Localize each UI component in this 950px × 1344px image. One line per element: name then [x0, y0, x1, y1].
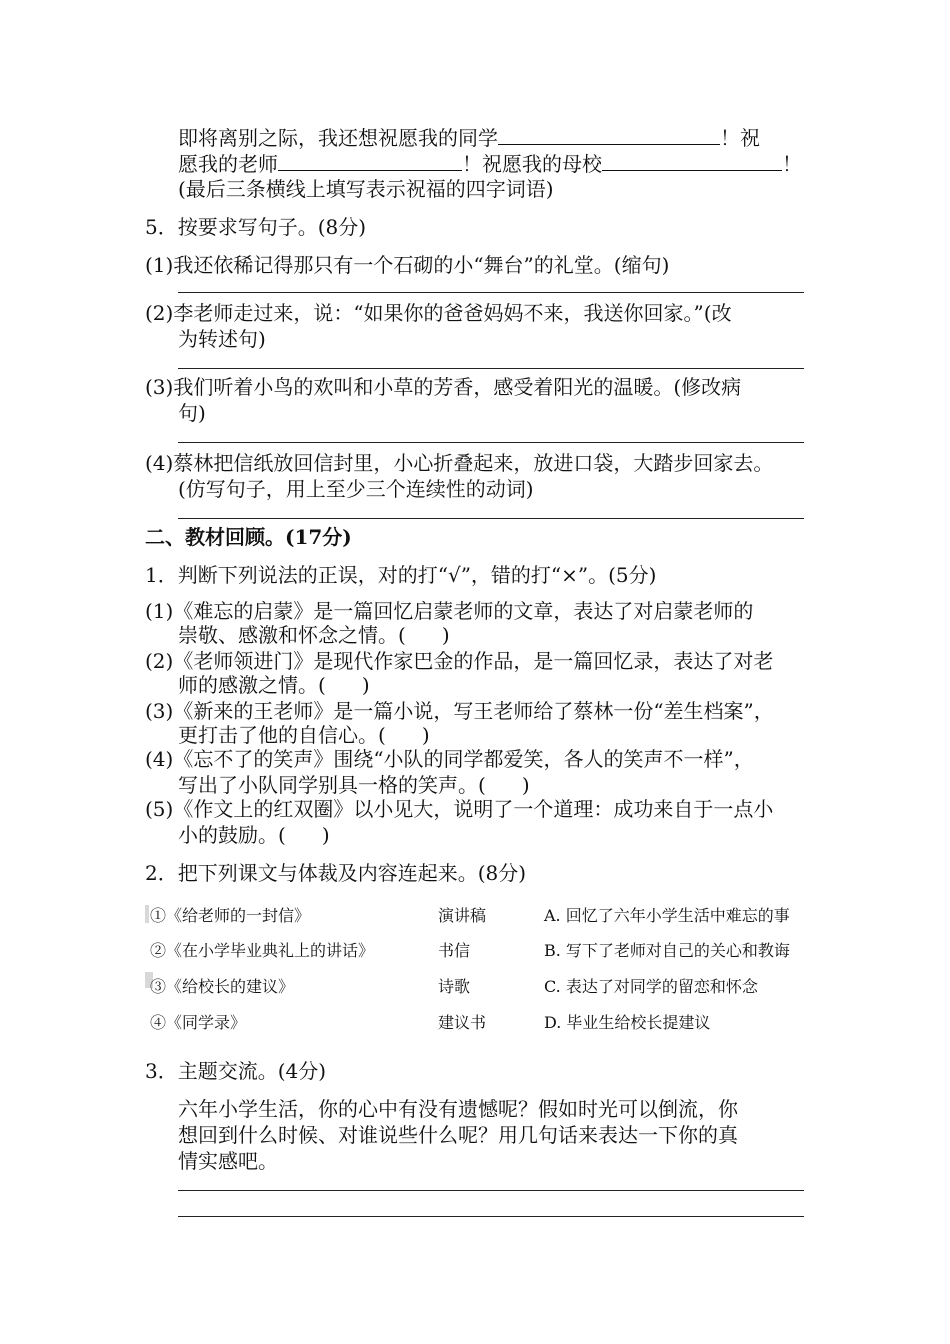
- q1-title: 1．判断下列说法的正误，对的打“√”，错的打“×”。(5分): [145, 563, 657, 587]
- q3-prompt-line-3: 情实感吧。: [178, 1149, 278, 1173]
- scan-artifact: [145, 905, 149, 923]
- q1-item-2-text: 师的感激之情。(: [178, 673, 326, 697]
- intro-text-1b: ！祝: [720, 126, 760, 150]
- q1-item-1-line1: (1)《难忘的启蒙》是一篇回忆启蒙老师的文章，表达了对启蒙老师的: [145, 599, 754, 623]
- blank-teacher-wish[interactable]: [278, 150, 462, 171]
- q5-item-4-line2: (仿写句子，用上至少三个连续性的动词): [178, 477, 534, 501]
- q5-title: 5．按要求写句子。(8分): [145, 215, 367, 239]
- q2-row-1-genre[interactable]: 演讲稿: [438, 906, 487, 925]
- q1-item-2-line1: (2)《老师领进门》是现代作家巴金的作品，是一篇回忆录，表达了对老: [145, 649, 774, 673]
- q5-answer-line-4[interactable]: [178, 518, 804, 519]
- q3-prompt-line-2: 想回到什么时候、对谁说些什么呢？用几句话来表达一下你的真: [178, 1123, 738, 1147]
- q2-row-4-text[interactable]: ④《同学录》: [150, 1013, 247, 1032]
- section-2-title: 二、教材回顾。(17分): [145, 525, 352, 549]
- q1-item-3-text: 更打击了他的自信心。(: [178, 723, 386, 747]
- q1-item-4-line1: (4)《忘不了的笑声》围绕“小队的同学都爱笑，各人的笑声不一样”，: [145, 747, 754, 771]
- q2-row-4-genre[interactable]: 建议书: [438, 1013, 487, 1032]
- q5-item-3-line2: 句): [178, 401, 206, 425]
- intro-text-2b: ！祝愿我的母校: [462, 152, 602, 176]
- q1-item-3-close: ): [421, 723, 430, 747]
- q1-item-4-line2: [178, 772, 530, 798]
- q1-item-3-line1: (3)《新来的王老师》是一篇小说，写王老师给了蔡林一份“差生档案”，: [145, 699, 774, 723]
- q2-row-3-genre[interactable]: 诗歌: [438, 977, 471, 996]
- q1-item-1-text: 崇敬、感激和怀念之情。(: [178, 623, 406, 647]
- q1-item-5-line1: (5)《作文上的红双圈》以小见大，说明了一个道理：成功来自于一点小: [145, 797, 774, 821]
- q1-item-1-line2: [178, 622, 450, 648]
- intro-line-3: [178, 176, 554, 202]
- q2-row-3-text[interactable]: ③《给校长的建议》: [150, 977, 295, 996]
- q1-item-2-line2: [178, 672, 370, 698]
- q3-prompt-line-1: 六年小学生活，你的心中有没有遗憾呢？假如时光可以倒流，你: [178, 1097, 738, 1121]
- q1-item-5-line2: [178, 822, 330, 848]
- q3-title: 3．主题交流。(4分): [145, 1059, 327, 1083]
- q2-row-1-text[interactable]: ①《给老师的一封信》: [150, 906, 311, 925]
- q1-item-2-close: ): [361, 673, 370, 697]
- q5-answer-line-2[interactable]: [178, 368, 804, 369]
- q5-answer-line-1[interactable]: [178, 292, 804, 293]
- q5-answer-line-3[interactable]: [178, 442, 804, 443]
- q1-item-1-close: ): [441, 623, 450, 647]
- q5-item-4-line1: (4)蔡林把信纸放回信封里，小心折叠起来，放进口袋，大踏步回家去。: [145, 451, 774, 475]
- q5-item-3-line1: (3)我们听着小鸟的欢叫和小草的芳香，感受着阳光的温暖。(修改病: [145, 375, 742, 399]
- q1-item-3-line2: [178, 722, 430, 748]
- q2-row-3-content[interactable]: C. 表达了对同学的留恋和怀念: [544, 977, 758, 996]
- q1-item-4-close: ): [521, 773, 530, 797]
- q5-item-2-line1: (2)李老师走过来，说：“如果你的爸爸妈妈不来，我送你回家。”(改: [145, 301, 732, 325]
- intro-line-1: [178, 124, 760, 151]
- q1-item-5-text: 小的鼓励。(: [178, 823, 286, 847]
- q5-item-1-line1: (1)我还依稀记得那只有一个石砌的小“舞台”的礼堂。(缩句): [145, 253, 670, 277]
- intro-text-2a: 愿我的老师: [178, 152, 278, 176]
- blank-school-wish[interactable]: [602, 150, 782, 171]
- q2-row-2-text[interactable]: ②《在小学毕业典礼上的讲话》: [150, 941, 375, 960]
- q2-row-4-content[interactable]: D. 毕业生给校长提建议: [544, 1013, 711, 1032]
- q1-item-5-close: ): [321, 823, 330, 847]
- intro-text-2c: ！: [782, 152, 802, 176]
- blank-classmate-wish[interactable]: [498, 124, 720, 145]
- q3-answer-line-2[interactable]: [178, 1216, 804, 1217]
- intro-text-3: (最后三条横线上填写表示祝福的四字词语): [178, 177, 554, 201]
- q5-item-2-line2: 为转述句): [178, 327, 266, 351]
- q2-row-1-content[interactable]: A. 回忆了六年小学生活中难忘的事: [544, 906, 790, 925]
- q2-title: 2．把下列课文与体裁及内容连起来。(8分): [145, 861, 527, 885]
- q2-row-2-content[interactable]: B. 写下了老师对自己的关心和教诲: [544, 941, 790, 960]
- q3-answer-line-1[interactable]: [178, 1190, 804, 1191]
- intro-line-2: [178, 150, 802, 177]
- q1-item-4-text: 写出了小队同学别具一格的笑声。(: [178, 773, 486, 797]
- q2-row-2-genre[interactable]: 书信: [438, 941, 471, 960]
- intro-text-1a: 即将离别之际，我还想祝愿我的同学: [178, 126, 498, 150]
